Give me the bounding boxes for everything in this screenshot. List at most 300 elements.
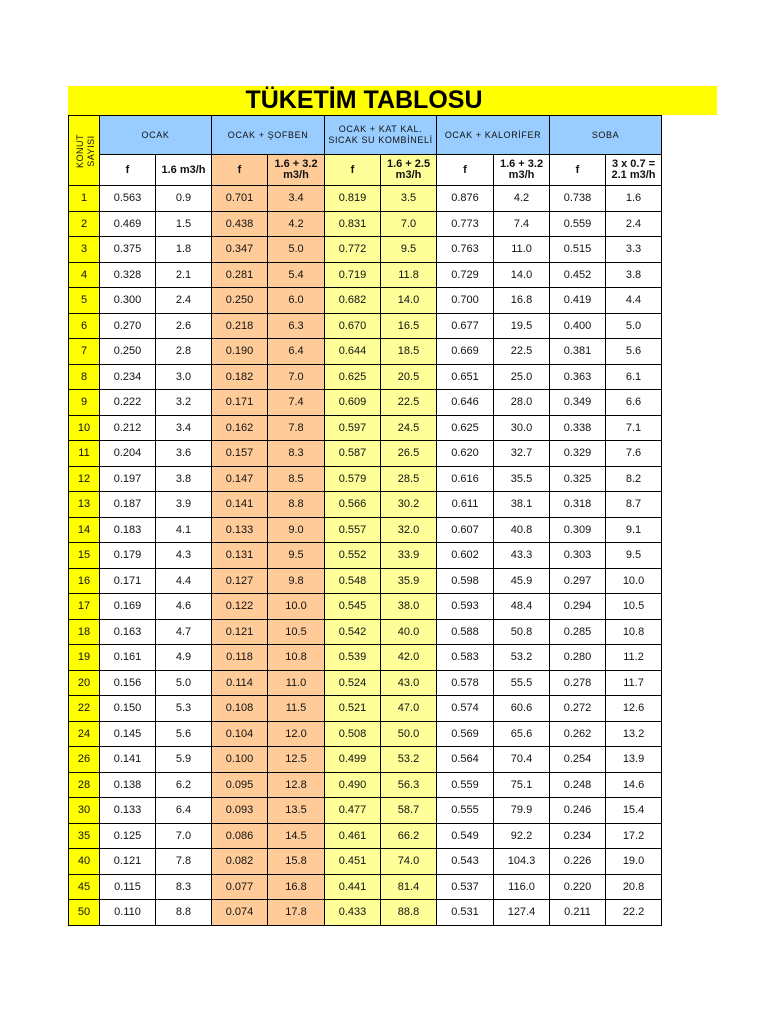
kombi-flow-cell: 88.8 <box>381 900 437 926</box>
table-row <box>69 492 662 518</box>
kalorifer-f-cell: 0.700 <box>437 288 494 314</box>
sofben-f-cell: 0.077 <box>212 874 268 900</box>
kalorifer-f-cell: 0.574 <box>437 696 494 722</box>
table-row <box>69 364 662 390</box>
ocak-f-cell: 0.163 <box>100 619 156 645</box>
ocak-f-cell: 0.212 <box>100 415 156 441</box>
konut-cell: 50 <box>69 900 100 926</box>
konut-cell: 3 <box>69 237 100 263</box>
ocak-flow-cell: 7.0 <box>156 823 212 849</box>
konut-cell: 2 <box>69 211 100 237</box>
kombi-f-cell: 0.587 <box>325 441 381 467</box>
soba-flow-cell: 19.0 <box>606 849 662 875</box>
table-row <box>69 900 662 926</box>
kalorifer-flow-cell: 45.9 <box>494 568 550 594</box>
ocak-f-cell: 0.110 <box>100 900 156 926</box>
soba-f-cell: 0.363 <box>550 364 606 390</box>
kalorifer-flow-cell: 19.5 <box>494 313 550 339</box>
sofben-f-cell: 0.114 <box>212 670 268 696</box>
sofben-flow-cell: 8.3 <box>268 441 325 467</box>
kombi-flow-cell: 53.2 <box>381 747 437 773</box>
table-row <box>69 339 662 365</box>
kombi-flow-cell: 14.0 <box>381 288 437 314</box>
kalorifer-flow-cell: 35.5 <box>494 466 550 492</box>
ocak-flow-cell: 4.3 <box>156 543 212 569</box>
soba-flow-cell: 5.0 <box>606 313 662 339</box>
kombi-f-cell: 0.552 <box>325 543 381 569</box>
ocak-flow-cell: 5.6 <box>156 721 212 747</box>
table-row <box>69 696 662 722</box>
soba-flow-cell: 11.2 <box>606 645 662 671</box>
soba-f-cell: 0.303 <box>550 543 606 569</box>
ocak-f-cell: 0.469 <box>100 211 156 237</box>
kalorifer-flow-cell: 104.3 <box>494 849 550 875</box>
soba-f-cell: 0.297 <box>550 568 606 594</box>
kombi-flow-cell: 3.5 <box>381 186 437 212</box>
ocak-flow-cell: 6.4 <box>156 798 212 824</box>
kombi-f-cell: 0.644 <box>325 339 381 365</box>
kombi-flow-cell: 20.5 <box>381 364 437 390</box>
sofben-f-cell: 0.074 <box>212 900 268 926</box>
soba-flow-cell: 1.6 <box>606 186 662 212</box>
konut-cell: 28 <box>69 772 100 798</box>
sofben-f-cell: 0.141 <box>212 492 268 518</box>
group-header-ocak-kombi: OCAK + KAT KAL. SICAK SU KOMBİNELİ <box>325 116 437 155</box>
ocak-flow-cell: 7.8 <box>156 849 212 875</box>
sofben-flow-cell: 16.8 <box>268 874 325 900</box>
ocak-f-cell: 0.121 <box>100 849 156 875</box>
sofben-flow-cell: 6.0 <box>268 288 325 314</box>
kalorifer-f-cell: 0.773 <box>437 211 494 237</box>
kombi-f-cell: 0.597 <box>325 415 381 441</box>
ocak-f-cell: 0.171 <box>100 568 156 594</box>
kalorifer-flow-cell: 60.6 <box>494 696 550 722</box>
table-row <box>69 288 662 314</box>
kalorifer-flow-cell: 16.8 <box>494 288 550 314</box>
kombi-f-cell: 0.433 <box>325 900 381 926</box>
konut-cell: 19 <box>69 645 100 671</box>
kombi-f-cell: 0.441 <box>325 874 381 900</box>
soba-f-cell: 0.226 <box>550 849 606 875</box>
konut-cell: 16 <box>69 568 100 594</box>
kalorifer-flow-cell: 4.2 <box>494 186 550 212</box>
soba-flow-cell: 3.3 <box>606 237 662 263</box>
ocak-f-cell: 0.222 <box>100 390 156 416</box>
konut-cell: 4 <box>69 262 100 288</box>
sofben-f-cell: 0.127 <box>212 568 268 594</box>
soba-f-cell: 0.278 <box>550 670 606 696</box>
kombi-f-cell: 0.670 <box>325 313 381 339</box>
kalorifer-f-cell: 0.620 <box>437 441 494 467</box>
kalorifer-flow-cell: 40.8 <box>494 517 550 543</box>
kombi-f-cell: 0.542 <box>325 619 381 645</box>
kalorifer-f-cell: 0.763 <box>437 237 494 263</box>
konut-cell: 8 <box>69 364 100 390</box>
ocak-flow-cell: 1.8 <box>156 237 212 263</box>
soba-f-cell: 0.325 <box>550 466 606 492</box>
ocak-flow-cell: 3.2 <box>156 390 212 416</box>
ocak-f-cell: 0.187 <box>100 492 156 518</box>
kalorifer-flow-cell: 11.0 <box>494 237 550 263</box>
soba-flow-cell: 15.4 <box>606 798 662 824</box>
soba-flow-cell: 11.7 <box>606 670 662 696</box>
kombi-f-cell: 0.548 <box>325 568 381 594</box>
table-row <box>69 619 662 645</box>
sofben-f-cell: 0.182 <box>212 364 268 390</box>
kalorifer-flow-cell: 55.5 <box>494 670 550 696</box>
ocak-flow-cell: 8.3 <box>156 874 212 900</box>
kombi-f-cell: 0.682 <box>325 288 381 314</box>
sofben-f-cell: 0.438 <box>212 211 268 237</box>
sub-header-kombi-f: f <box>325 155 381 186</box>
ocak-f-cell: 0.234 <box>100 364 156 390</box>
sofben-flow-cell: 5.0 <box>268 237 325 263</box>
ocak-flow-cell: 2.4 <box>156 288 212 314</box>
soba-flow-cell: 7.1 <box>606 415 662 441</box>
table-row <box>69 721 662 747</box>
sofben-flow-cell: 7.0 <box>268 364 325 390</box>
soba-flow-cell: 3.8 <box>606 262 662 288</box>
kombi-flow-cell: 30.2 <box>381 492 437 518</box>
sub-header-kalorifer-f: f <box>437 155 494 186</box>
konut-cell: 35 <box>69 823 100 849</box>
soba-f-cell: 0.515 <box>550 237 606 263</box>
table-row <box>69 390 662 416</box>
sub-header-soba-flow: 3 x 0.7 = 2.1 m3/h <box>606 155 662 186</box>
soba-flow-cell: 9.1 <box>606 517 662 543</box>
soba-f-cell: 0.285 <box>550 619 606 645</box>
konut-cell: 26 <box>69 747 100 773</box>
konut-cell: 7 <box>69 339 100 365</box>
sofben-flow-cell: 6.3 <box>268 313 325 339</box>
kalorifer-flow-cell: 14.0 <box>494 262 550 288</box>
soba-f-cell: 0.318 <box>550 492 606 518</box>
sub-header-ocak-flow: 1.6 m3/h <box>156 155 212 186</box>
kalorifer-f-cell: 0.569 <box>437 721 494 747</box>
sofben-flow-cell: 9.8 <box>268 568 325 594</box>
soba-f-cell: 0.220 <box>550 874 606 900</box>
table-row <box>69 237 662 263</box>
ocak-flow-cell: 4.7 <box>156 619 212 645</box>
sofben-flow-cell: 5.4 <box>268 262 325 288</box>
konut-cell: 30 <box>69 798 100 824</box>
kalorifer-f-cell: 0.616 <box>437 466 494 492</box>
soba-flow-cell: 13.9 <box>606 747 662 773</box>
sofben-f-cell: 0.086 <box>212 823 268 849</box>
kombi-f-cell: 0.521 <box>325 696 381 722</box>
konut-cell: 13 <box>69 492 100 518</box>
kombi-flow-cell: 26.5 <box>381 441 437 467</box>
soba-f-cell: 0.559 <box>550 211 606 237</box>
ocak-f-cell: 0.270 <box>100 313 156 339</box>
ocak-flow-cell: 3.8 <box>156 466 212 492</box>
konut-cell: 22 <box>69 696 100 722</box>
kombi-flow-cell: 43.0 <box>381 670 437 696</box>
kombi-f-cell: 0.625 <box>325 364 381 390</box>
kalorifer-flow-cell: 127.4 <box>494 900 550 926</box>
kombi-f-cell: 0.477 <box>325 798 381 824</box>
kombi-flow-cell: 50.0 <box>381 721 437 747</box>
ocak-f-cell: 0.145 <box>100 721 156 747</box>
table-row <box>69 670 662 696</box>
kombi-flow-cell: 56.3 <box>381 772 437 798</box>
kalorifer-f-cell: 0.543 <box>437 849 494 875</box>
kombi-f-cell: 0.772 <box>325 237 381 263</box>
sofben-flow-cell: 11.5 <box>268 696 325 722</box>
kalorifer-f-cell: 0.578 <box>437 670 494 696</box>
ocak-f-cell: 0.138 <box>100 772 156 798</box>
soba-flow-cell: 7.6 <box>606 441 662 467</box>
group-header-ocak: OCAK <box>100 116 212 155</box>
sub-header-sofben-f: f <box>212 155 268 186</box>
kombi-f-cell: 0.831 <box>325 211 381 237</box>
table-row <box>69 772 662 798</box>
kombi-flow-cell: 7.0 <box>381 211 437 237</box>
kombi-f-cell: 0.566 <box>325 492 381 518</box>
sub-header-sofben-flow: 1.6 + 3.2 m3/h <box>268 155 325 186</box>
sofben-flow-cell: 10.5 <box>268 619 325 645</box>
kalorifer-flow-cell: 116.0 <box>494 874 550 900</box>
kombi-f-cell: 0.524 <box>325 670 381 696</box>
ocak-flow-cell: 3.9 <box>156 492 212 518</box>
soba-f-cell: 0.272 <box>550 696 606 722</box>
konut-cell: 14 <box>69 517 100 543</box>
sofben-f-cell: 0.218 <box>212 313 268 339</box>
sofben-flow-cell: 13.5 <box>268 798 325 824</box>
kalorifer-flow-cell: 79.9 <box>494 798 550 824</box>
kombi-flow-cell: 66.2 <box>381 823 437 849</box>
konut-cell: 15 <box>69 543 100 569</box>
konut-cell: 18 <box>69 619 100 645</box>
kombi-f-cell: 0.545 <box>325 594 381 620</box>
sofben-f-cell: 0.157 <box>212 441 268 467</box>
kombi-f-cell: 0.539 <box>325 645 381 671</box>
table-row <box>69 823 662 849</box>
kalorifer-f-cell: 0.564 <box>437 747 494 773</box>
table-row <box>69 466 662 492</box>
table-body <box>69 116 662 926</box>
sofben-f-cell: 0.095 <box>212 772 268 798</box>
sofben-flow-cell: 12.5 <box>268 747 325 773</box>
kalorifer-f-cell: 0.531 <box>437 900 494 926</box>
kalorifer-f-cell: 0.559 <box>437 772 494 798</box>
kalorifer-f-cell: 0.593 <box>437 594 494 620</box>
kalorifer-flow-cell: 75.1 <box>494 772 550 798</box>
ocak-flow-cell: 5.3 <box>156 696 212 722</box>
ocak-flow-cell: 2.1 <box>156 262 212 288</box>
konut-cell: 5 <box>69 288 100 314</box>
sofben-flow-cell: 7.4 <box>268 390 325 416</box>
kalorifer-f-cell: 0.876 <box>437 186 494 212</box>
ocak-flow-cell: 3.0 <box>156 364 212 390</box>
soba-f-cell: 0.338 <box>550 415 606 441</box>
table-row <box>69 543 662 569</box>
kombi-flow-cell: 33.9 <box>381 543 437 569</box>
ocak-f-cell: 0.161 <box>100 645 156 671</box>
konut-cell: 20 <box>69 670 100 696</box>
table-row <box>69 874 662 900</box>
ocak-f-cell: 0.300 <box>100 288 156 314</box>
sofben-f-cell: 0.250 <box>212 288 268 314</box>
konut-cell: 6 <box>69 313 100 339</box>
kalorifer-flow-cell: 28.0 <box>494 390 550 416</box>
kalorifer-flow-cell: 25.0 <box>494 364 550 390</box>
sofben-flow-cell: 3.4 <box>268 186 325 212</box>
soba-f-cell: 0.381 <box>550 339 606 365</box>
sub-header-ocak-f: f <box>100 155 156 186</box>
sofben-f-cell: 0.108 <box>212 696 268 722</box>
ocak-flow-cell: 5.9 <box>156 747 212 773</box>
ocak-f-cell: 0.375 <box>100 237 156 263</box>
table-row <box>69 415 662 441</box>
konut-cell: 17 <box>69 594 100 620</box>
kalorifer-flow-cell: 65.6 <box>494 721 550 747</box>
kalorifer-f-cell: 0.729 <box>437 262 494 288</box>
soba-f-cell: 0.452 <box>550 262 606 288</box>
kalorifer-flow-cell: 50.8 <box>494 619 550 645</box>
table-row <box>69 517 662 543</box>
kalorifer-flow-cell: 48.4 <box>494 594 550 620</box>
sofben-flow-cell: 4.2 <box>268 211 325 237</box>
sofben-flow-cell: 11.0 <box>268 670 325 696</box>
ocak-flow-cell: 4.4 <box>156 568 212 594</box>
kombi-flow-cell: 32.0 <box>381 517 437 543</box>
sofben-flow-cell: 10.8 <box>268 645 325 671</box>
kalorifer-f-cell: 0.549 <box>437 823 494 849</box>
kalorifer-f-cell: 0.588 <box>437 619 494 645</box>
sofben-flow-cell: 12.8 <box>268 772 325 798</box>
kalorifer-flow-cell: 22.5 <box>494 339 550 365</box>
sofben-flow-cell: 8.8 <box>268 492 325 518</box>
ocak-f-cell: 0.133 <box>100 798 156 824</box>
soba-f-cell: 0.309 <box>550 517 606 543</box>
sub-header-kalorifer-flow: 1.6 + 3.2 m3/h <box>494 155 550 186</box>
ocak-flow-cell: 4.1 <box>156 517 212 543</box>
sofben-f-cell: 0.100 <box>212 747 268 773</box>
table-row <box>69 262 662 288</box>
soba-flow-cell: 10.5 <box>606 594 662 620</box>
sofben-flow-cell: 8.5 <box>268 466 325 492</box>
kalorifer-f-cell: 0.677 <box>437 313 494 339</box>
konut-cell: 45 <box>69 874 100 900</box>
ocak-f-cell: 0.156 <box>100 670 156 696</box>
group-header-ocak-sofben: OCAK + ŞOFBEN <box>212 116 325 155</box>
ocak-f-cell: 0.150 <box>100 696 156 722</box>
kalorifer-flow-cell: 32.7 <box>494 441 550 467</box>
sofben-f-cell: 0.162 <box>212 415 268 441</box>
soba-f-cell: 0.280 <box>550 645 606 671</box>
kalorifer-f-cell: 0.598 <box>437 568 494 594</box>
table-row <box>69 849 662 875</box>
sofben-flow-cell: 6.4 <box>268 339 325 365</box>
soba-f-cell: 0.349 <box>550 390 606 416</box>
kombi-f-cell: 0.557 <box>325 517 381 543</box>
ocak-flow-cell: 2.8 <box>156 339 212 365</box>
ocak-flow-cell: 5.0 <box>156 670 212 696</box>
ocak-f-cell: 0.328 <box>100 262 156 288</box>
ocak-f-cell: 0.125 <box>100 823 156 849</box>
sofben-f-cell: 0.281 <box>212 262 268 288</box>
sofben-flow-cell: 9.5 <box>268 543 325 569</box>
soba-f-cell: 0.254 <box>550 747 606 773</box>
sofben-flow-cell: 15.8 <box>268 849 325 875</box>
sofben-flow-cell: 17.8 <box>268 900 325 926</box>
sub-header-soba-f: f <box>550 155 606 186</box>
konut-sayisi-label: KONUT SAYISI <box>75 133 96 168</box>
sofben-f-cell: 0.121 <box>212 619 268 645</box>
soba-flow-cell: 8.2 <box>606 466 662 492</box>
kombi-flow-cell: 24.5 <box>381 415 437 441</box>
kombi-flow-cell: 58.7 <box>381 798 437 824</box>
kombi-f-cell: 0.451 <box>325 849 381 875</box>
sofben-f-cell: 0.118 <box>212 645 268 671</box>
kalorifer-flow-cell: 43.3 <box>494 543 550 569</box>
kombi-flow-cell: 9.5 <box>381 237 437 263</box>
sofben-f-cell: 0.082 <box>212 849 268 875</box>
soba-f-cell: 0.419 <box>550 288 606 314</box>
sofben-flow-cell: 7.8 <box>268 415 325 441</box>
sofben-f-cell: 0.093 <box>212 798 268 824</box>
kalorifer-f-cell: 0.651 <box>437 364 494 390</box>
kalorifer-f-cell: 0.669 <box>437 339 494 365</box>
soba-flow-cell: 14.6 <box>606 772 662 798</box>
ocak-f-cell: 0.169 <box>100 594 156 620</box>
soba-f-cell: 0.329 <box>550 441 606 467</box>
soba-f-cell: 0.262 <box>550 721 606 747</box>
soba-flow-cell: 8.7 <box>606 492 662 518</box>
soba-f-cell: 0.234 <box>550 823 606 849</box>
ocak-flow-cell: 4.9 <box>156 645 212 671</box>
kombi-f-cell: 0.819 <box>325 186 381 212</box>
kombi-f-cell: 0.579 <box>325 466 381 492</box>
kalorifer-flow-cell: 70.4 <box>494 747 550 773</box>
kombi-flow-cell: 74.0 <box>381 849 437 875</box>
kombi-flow-cell: 40.0 <box>381 619 437 645</box>
soba-flow-cell: 20.8 <box>606 874 662 900</box>
sub-header-kombi-flow: 1.6 + 2.5 m3/h <box>381 155 437 186</box>
soba-flow-cell: 6.1 <box>606 364 662 390</box>
kalorifer-f-cell: 0.537 <box>437 874 494 900</box>
kombi-flow-cell: 42.0 <box>381 645 437 671</box>
ocak-flow-cell: 1.5 <box>156 211 212 237</box>
table-row <box>69 568 662 594</box>
soba-f-cell: 0.738 <box>550 186 606 212</box>
consumption-table <box>68 115 662 926</box>
ocak-flow-cell: 8.8 <box>156 900 212 926</box>
sofben-f-cell: 0.171 <box>212 390 268 416</box>
sofben-flow-cell: 9.0 <box>268 517 325 543</box>
soba-f-cell: 0.294 <box>550 594 606 620</box>
soba-flow-cell: 6.6 <box>606 390 662 416</box>
kalorifer-flow-cell: 38.1 <box>494 492 550 518</box>
table-row <box>69 313 662 339</box>
sofben-f-cell: 0.133 <box>212 517 268 543</box>
group-header-ocak-kalorifer: OCAK + KALORİFER <box>437 116 550 155</box>
soba-f-cell: 0.211 <box>550 900 606 926</box>
ocak-f-cell: 0.183 <box>100 517 156 543</box>
kalorifer-f-cell: 0.602 <box>437 543 494 569</box>
kalorifer-f-cell: 0.555 <box>437 798 494 824</box>
ocak-f-cell: 0.179 <box>100 543 156 569</box>
soba-f-cell: 0.246 <box>550 798 606 824</box>
kombi-flow-cell: 35.9 <box>381 568 437 594</box>
ocak-f-cell: 0.250 <box>100 339 156 365</box>
kalorifer-flow-cell: 30.0 <box>494 415 550 441</box>
sofben-flow-cell: 12.0 <box>268 721 325 747</box>
kombi-flow-cell: 81.4 <box>381 874 437 900</box>
soba-flow-cell: 12.6 <box>606 696 662 722</box>
ocak-f-cell: 0.204 <box>100 441 156 467</box>
